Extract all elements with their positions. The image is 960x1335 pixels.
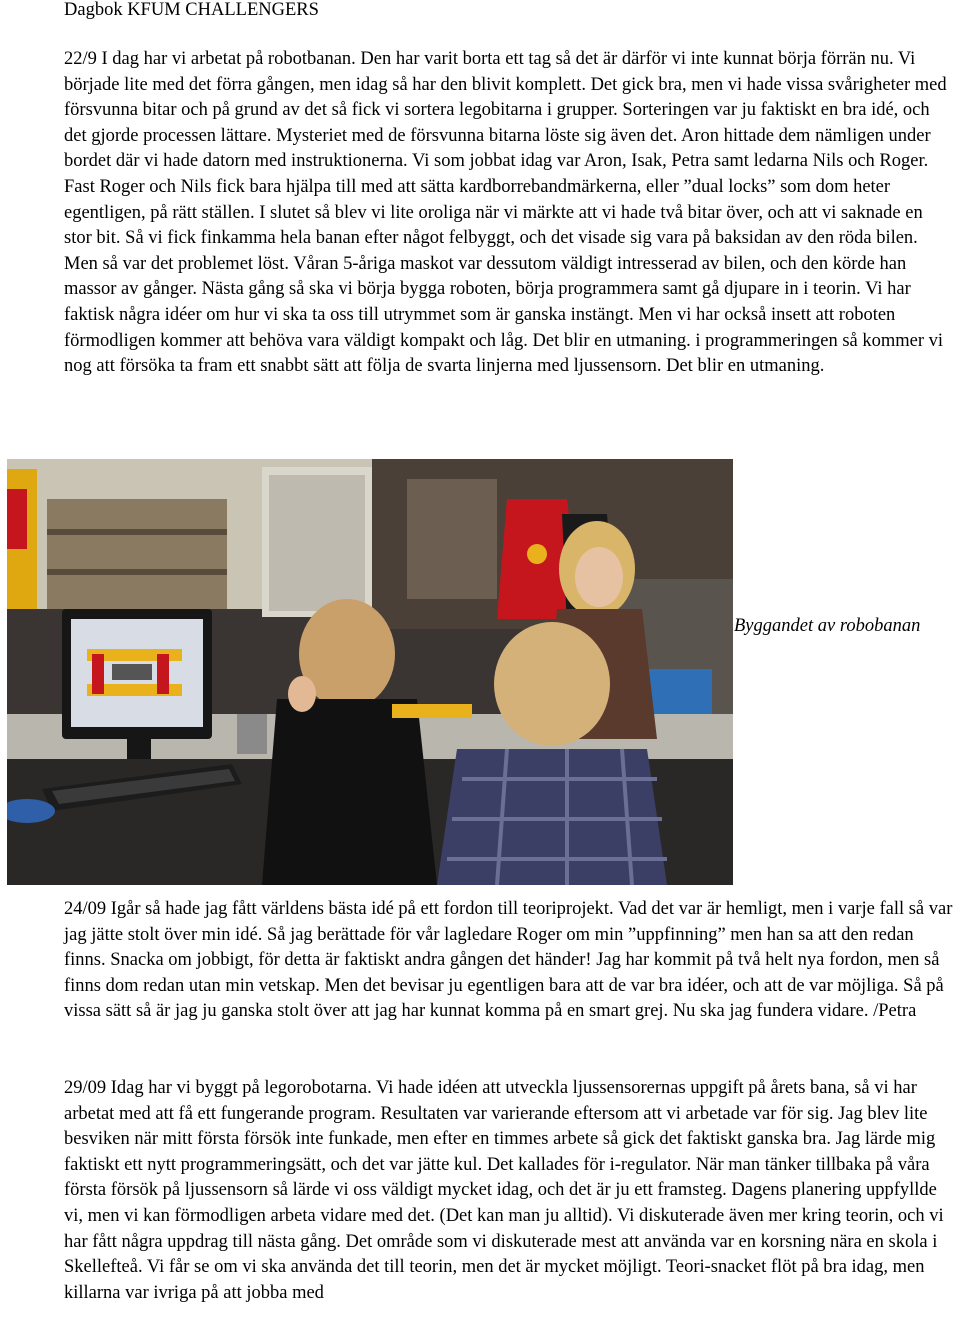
diary-entry-2409: 24/09 Igår så hade jag fått världens bästa idé på ett fordon till teoriprojekt. Vad det var är hemligt, men i varje fall så var jag jätte stolt över min idé. Så jag berättade för vår lagledare Roger om min ”uppfinning” men han sa att den redan finns. Snacka om jobbigt, för detta är faktiskt andra gången det händer! Jag har kommit på två helt nya fordon, men så finns dom redan utan min vetskap. Men det bevisar ju egentligen bara att de var bra idéer, och att de var möjliga. Så på vissa sätt så är jag ju ganska stolt över att jag har kunnat komma på en smart grej. Nu ska jag fundera vidare. /Petra xyxy=(64,899,953,1022)
diary-entry-2209: 22/9 I dag har vi arbetat på robotbanan. Den har varit borta ett tag så det är därför vi inte kunnat börja förrän nu. Vi började lite med det förra gången, men idag så har den blivit komplett. Det gick bra, men vi hade vissa svårigheter med försvunna bitar och på grund av det så fick vi sortera legobitarna i grupper. Sorteringen var ju faktiskt en bra idé, och det gjorde processen lättare. Mysteriet med de försvunna bitarna löste sig även det. Aron hittade dem nämligen under bordet där vi hade datorn med instruktionerna. Vi som jobbat idag var Aron, Isak, Petra samt ledarna Nils och Roger. Fast Roger och Nils fick bara hjälpa till med att sätta kardborrebandmärkerna, eller ”dual locks” som dom heter egentligen, på rätt ställen. I slutet så blev vi lite oroliga när vi märkte att vi hade två bitar över, och att vi saknade en stor bit. Så vi fick finkamma hela banan efter något felbyggt, och det visade sig vara på baksidan av den röda bilen. Men så var det problemet löst. Våran 5-åriga maskot var dessutom väldigt intresserad av bilen, och den körde han massor av gånger. Nästa gång så ska vi börja bygga roboten, börja programmera samt gå djupare in i teorin. Vi har faktisk några idéer om hur vi ska ta oss till utrymmet som är ganska instängt. Men vi har också insett att roboten förmodligen kommer att behöva vara väldigt kompakt och låg. Det blir en utmaning. i programmeringen så kommer vi nog att försöka ta fram ett snabbt sätt att följa de svarta linjerna med ljussensorn. Det blir en utmaning. xyxy=(64,49,947,377)
photo-robobanan xyxy=(7,459,733,885)
photo-caption: Byggandet av robobanan xyxy=(734,616,921,636)
diary-entry-2909: 29/09 Idag har vi byggt på legorobotarna. Vi hade idéen att utveckla ljussensorernas uppgift på årets bana, så vi har arbetat med att få ett fungerande program. Resultaten var varierande eftersom att vi arbetade var för sig. Jag blev lite besviken när mitt första försök inte funkade, men efter en timmes arbete så gick det faktiskt ganska bra. Jag lärde mig faktiskt ett nytt programmeringsätt, och det var jätte kul. Det kallades för i-regulator. När man tänker tillbaka på våra första försök på ljussensorn så lärde vi oss väldigt mycket idag, och det är ju ett framsteg. Dagens planering uppfyllde vi, men vi kan förmodligen arbeta vidare med det. (Det kan man ju alltid). Vi diskuterade även mer kring teorin, och vi har fått några uppdrag till nästa gång. Det område som vi diskuterade mest att använda var en korsning nära en skola i Skellefteå. Vi får se om vi ska använda det till teorin, men det är mycket möjligt. Teori-snacket flöt på bra idag, men killarna var ivriga på att jobba med xyxy=(64,1078,944,1303)
document-title: Dagbok KFUM CHALLENGERS xyxy=(64,0,319,20)
